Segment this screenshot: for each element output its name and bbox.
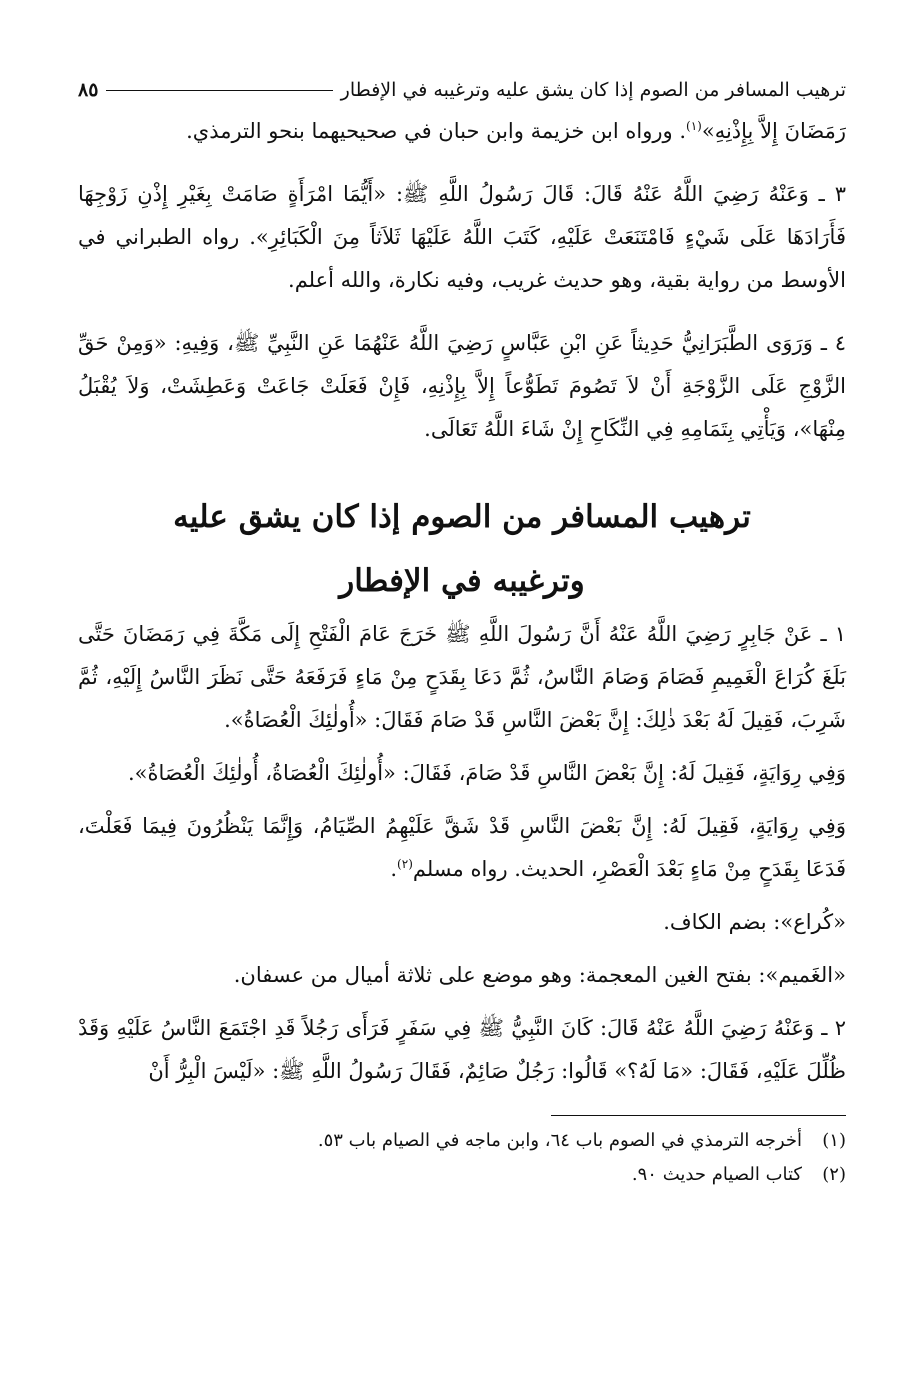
hadith-4: ٤ ـ وَرَوَى الطَّبَرَانِيُّ حَدِيثاً عَنِ ابْنِ عَبَّاسٍ رَضِيَ اللَّهُ عَنْهُمَا عَنِ النَّبِيِّ ﷺ، وَفِيهِ: «وَمِنْ حَقِّ الزَّوْجِ عَلَى الزَّوْجَةِ أَنْ لاَ تَصُومَ تَطَوُّعاً إِلاَّ بِإِذْنِهِ، فَإِنْ فَعَلَتْ جَاعَتْ وَعَطِشَتْ، وَلاَ يُقْبَلُ مِنْهَا»، وَيَأْتِي بِتَمَامِهِ فِي النِّكَاحِ إِنْ شَاءَ اللَّهُ تَعَالَى. (78, 331, 846, 441)
hadith-1: ١ ـ عَنْ جَابِرٍ رَضِيَ اللَّهُ عَنْهُ أَنَّ رَسُولَ اللَّهِ ﷺ خَرَجَ عَامَ الْفَتْحِ إِلَى مَكَّةَ فِي رَمَضَانَ حَتَّى بَلَغَ كُرَاعَ الْغَمِيمِ فَصَامَ وَصَامَ النَّاسُ، ثُمَّ دَعَا بِقَدَحٍ مِنْ مَاءٍ فَرَفَعَهُ حَتَّى نَظَرَ النَّاسُ إِلَيْهِ، ثُمَّ شَرِبَ، فَقِيلَ لَهُ بَعْدَ ذٰلِكَ: إِنَّ بَعْضَ النَّاسِ قَدْ صَامَ فَقَالَ: «أُولٰئِكَ الْعُصَاةُ». (78, 622, 846, 732)
footnotes (78, 1124, 846, 1192)
book-page (78, 70, 846, 1192)
footnote-rule (551, 1115, 846, 1116)
gloss-ghamim: «الغَميم»: بفتح الغين المعجمة: وهو موضع على ثلاثة أميال من عسفان. (233, 963, 846, 987)
footnote-number: (٢) (822, 1164, 846, 1185)
narration-variant-2 (78, 805, 846, 891)
footnote-text: أخرجه الترمذي في الصوم باب ٦٤، وابن ماجه في الصيام باب ٥٣. (317, 1130, 802, 1151)
footnote-marker: (١) (686, 119, 702, 133)
narration-variant-1: وَفِي رِوَايَةٍ، فَقِيلَ لَهُ: إِنَّ بَعْضَ النَّاسِ قَدْ صَامَ، فَقَالَ: «أُولٰئِكَ الْعُصَاةُ، أُولٰئِكَ الْعُصَاةُ». (127, 761, 846, 785)
running-title: ترهيب المسافر من الصوم إذا كان يشق عليه وترغيبه في الإفطار (340, 79, 846, 101)
footnote-1 (78, 1124, 846, 1158)
page-number: ٨٥ (78, 79, 99, 101)
footnote-2 (78, 1158, 846, 1192)
paragraph-continuation (78, 110, 846, 153)
paragraph-tail: . ورواه ابن خزيمة وابن حبان في صحيحيهما بنحو الترمذي. (186, 119, 687, 143)
gloss-kura: «كُراع»: بضم الكاف. (663, 910, 846, 934)
footnote-text: كتاب الصيام حديث ٩٠. (631, 1164, 802, 1185)
paragraph-text: رَمَضَانَ إِلاَّ بِإِذْنِهِ» (701, 119, 846, 143)
header-rule (106, 90, 332, 91)
section-title-line-2: وترغيبه في الإفطار (339, 563, 585, 599)
section-title-line-1: ترهيب المسافر من الصوم إذا كان يشق عليه (173, 499, 751, 535)
footnote-marker: (٢) (397, 857, 413, 871)
paragraph-text: وَفِي رِوَايَةٍ، فَقِيلَ لَهُ: إِنَّ بَعْضَ النَّاسِ قَدْ شَقَّ عَلَيْهِمُ الصِّيَامُ، وَإِنَّمَا يَنْظُرُونَ فِيمَا فَعَلْتَ، فَدَعَا بِقَدَحٍ مِنْ مَاءٍ بَعْدَ الْعَصْرِ، الحديث. رواه مسلم (78, 814, 846, 881)
hadith-2: ٢ ـ وَعَنْهُ رَضِيَ اللَّهُ عَنْهُ قَالَ: كَانَ النَّبِيُّ ﷺ فِي سَفَرٍ فَرَأَى رَجُلاً قَدِ اجْتَمَعَ النَّاسُ عَلَيْهِ وَقَدْ ظُلِّلَ عَلَيْهِ، فَقَالَ: «مَا لَهُ؟» قَالُوا: رَجُلٌ صَائِمٌ، فَقَالَ رَسُولُ اللَّهِ ﷺ: «لَيْسَ الْبِرُّ أَنْ (78, 1016, 846, 1083)
hadith-3: ٣ ـ وَعَنْهُ رَضِيَ اللَّهُ عَنْهُ قَالَ: قَالَ رَسُولُ اللَّهِ ﷺ: «أَيُّمَا امْرَأَةٍ صَامَتْ بِغَيْرِ إِذْنِ زَوْجِهَا فَأَرَادَهَا عَلَى شَيْءٍ فَامْتَنَعَتْ عَلَيْهِ، كَتَبَ اللَّهُ عَلَيْهَا ثَلاَثاً مِنَ الْكَبَائِرِ». رواه الطبراني في الأوسط من رواية بقية، وهو حديث غريب، وفيه نكارة، والله أعلم. (78, 182, 846, 292)
footnote-number: (١) (822, 1130, 846, 1151)
paragraph-tail: . (390, 857, 398, 881)
page-header (78, 70, 846, 110)
